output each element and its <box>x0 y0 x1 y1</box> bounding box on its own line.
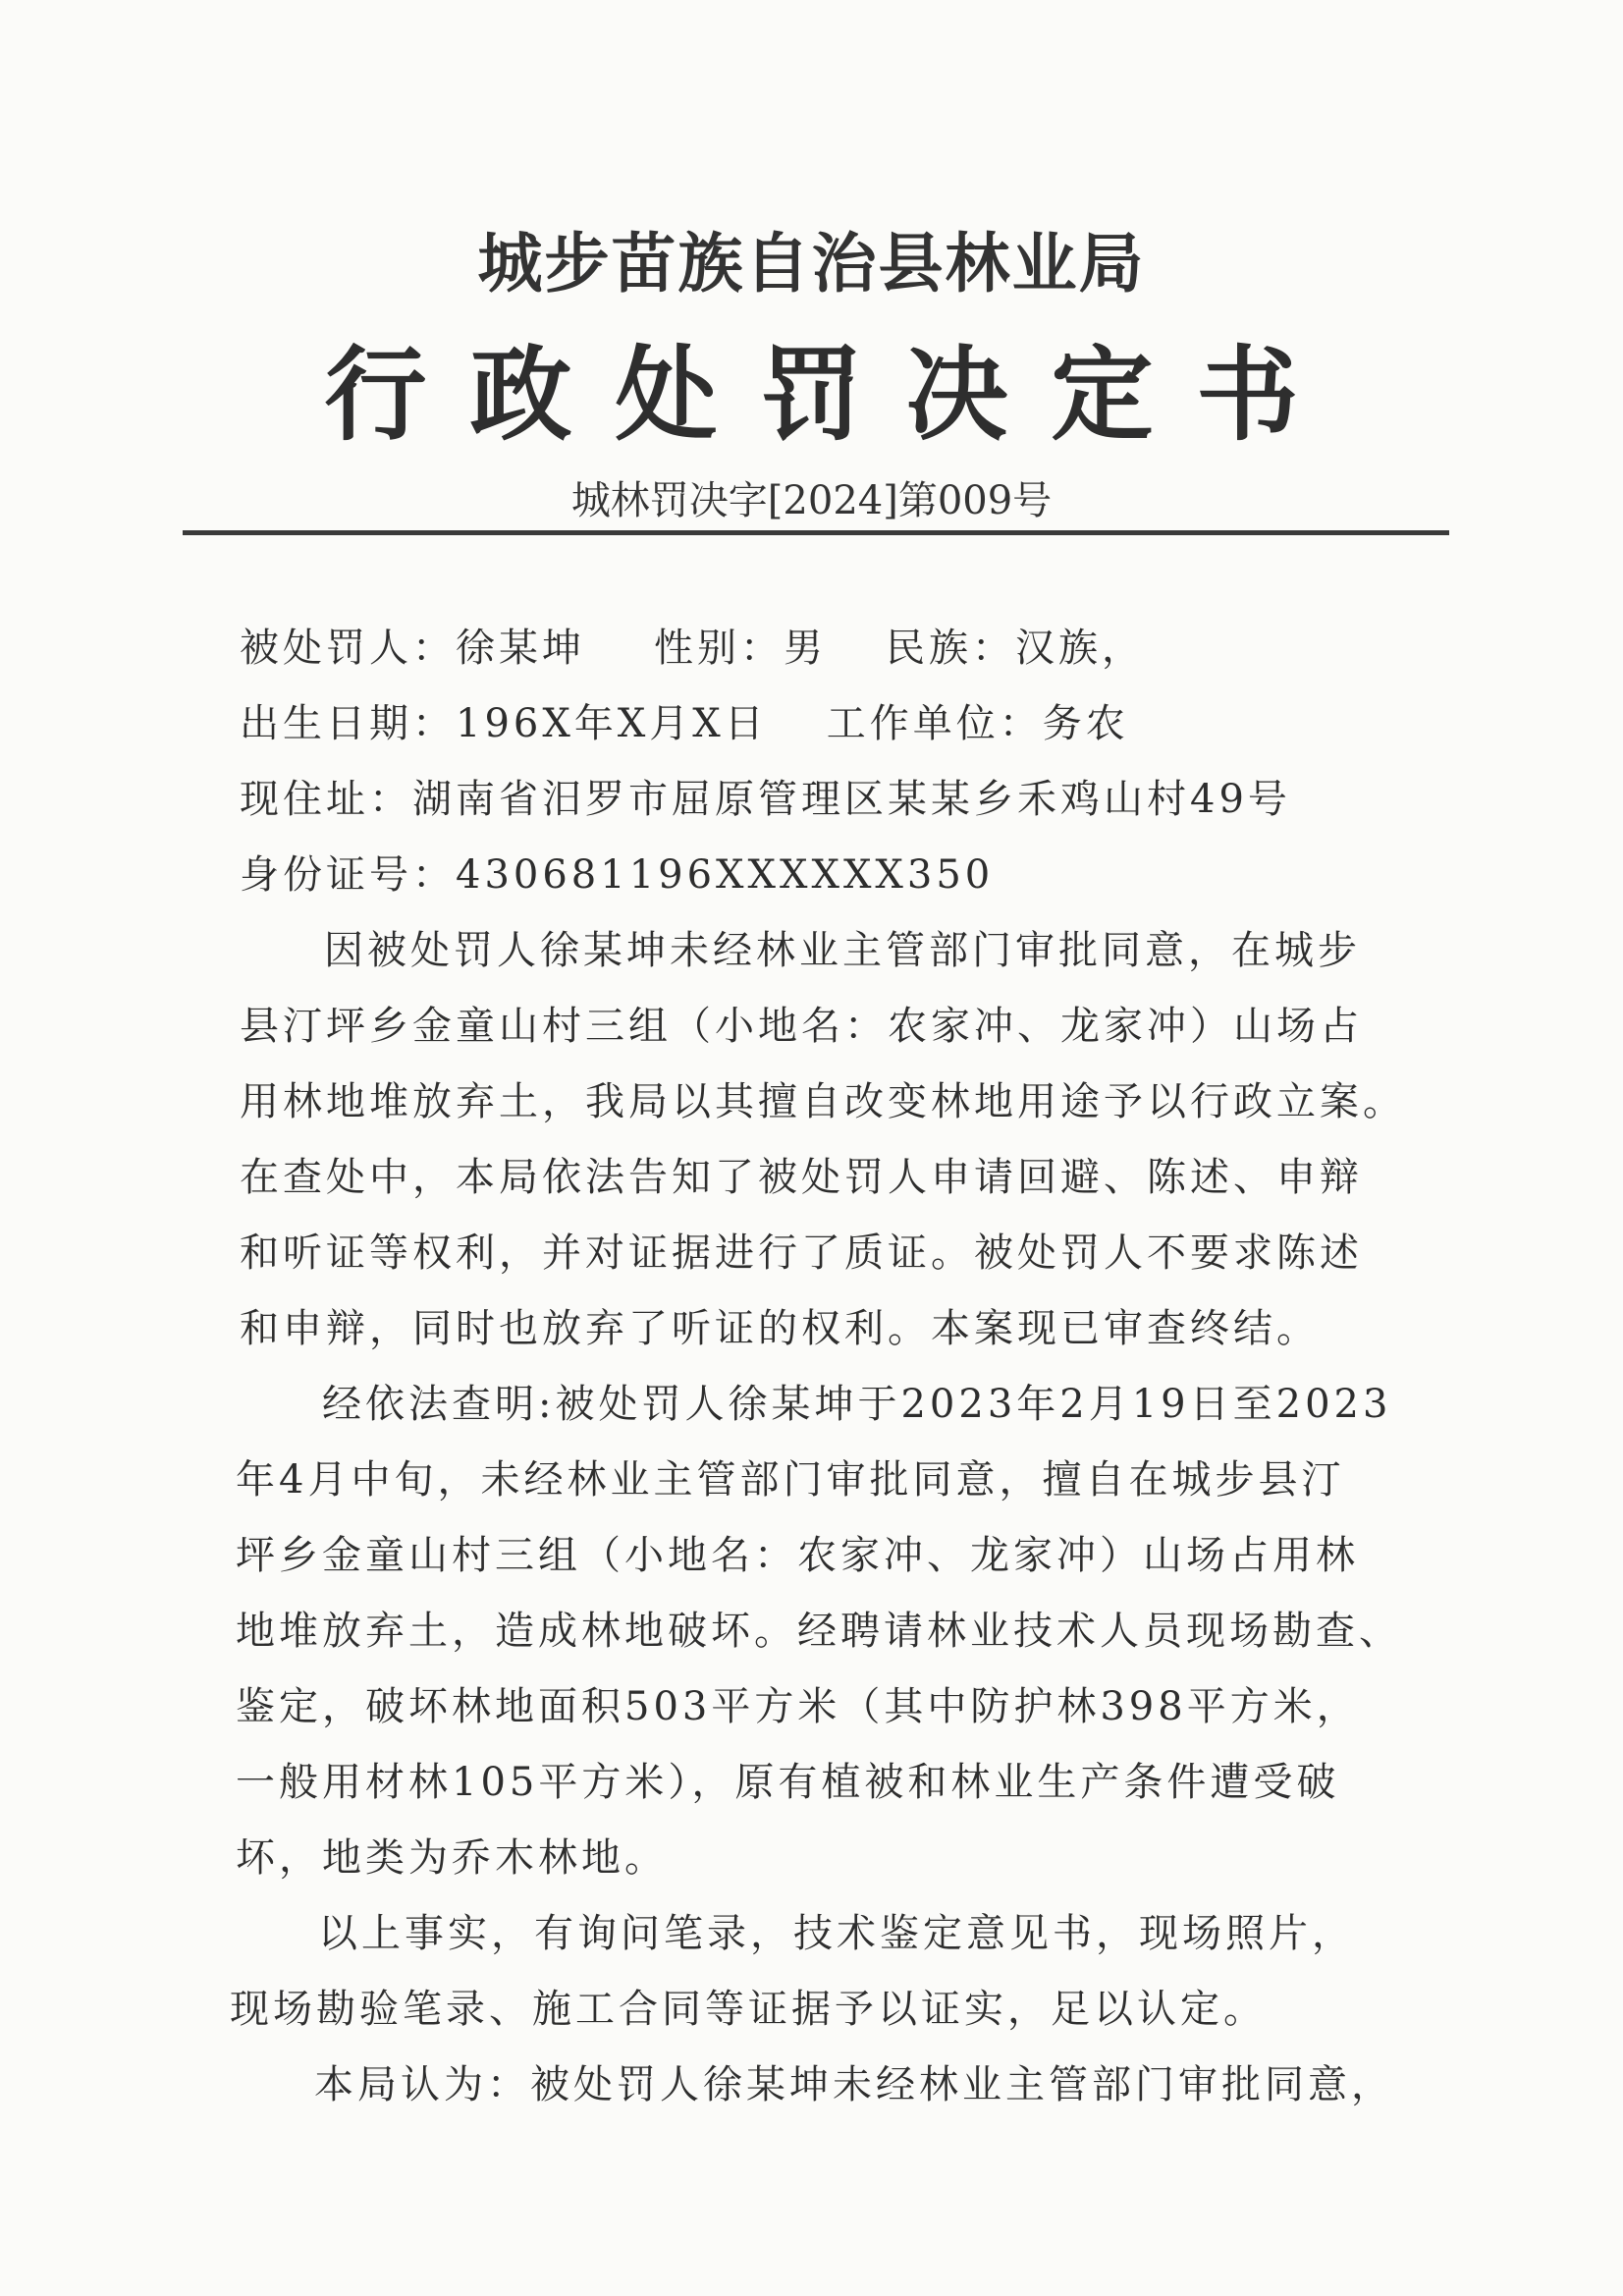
body-line: 以上事实，有询问笔录，技术鉴定意见书，现场照片， <box>318 1911 1355 1956</box>
name-label: 被处罚人： <box>240 626 456 671</box>
body-line: 在查处中，本局依法告知了被处罚人申请回避、陈述、申辩 <box>240 1155 1363 1200</box>
body-line: 现场勘验笔录、施工合同等证据予以证实，足以认定。 <box>230 1987 1267 2032</box>
body-line: 用林地堆放弃土，我局以其擅自改变林地用途予以行政立案。 <box>240 1079 1406 1124</box>
birth-label: 出生日期： <box>240 701 456 746</box>
body-line: 和申辩，同时也放弃了听证的权利。本案现已审查终结。 <box>240 1306 1320 1351</box>
header-divider <box>183 530 1449 535</box>
document-title: 行政处罚决定书 <box>324 335 1342 455</box>
party-employer: 务农 <box>1042 701 1129 746</box>
body-line: 年4月中旬，未经林业主管部门审批同意，擅自在城步县汀 <box>236 1457 1345 1503</box>
party-line-1 <box>240 626 1145 671</box>
issuing-organization: 城步苗族自治县林业局 <box>477 226 1146 301</box>
body-line: 坏，地类为乔木林地。 <box>236 1835 668 1881</box>
employer-label: 工作单位： <box>826 701 1043 746</box>
body-line: 因被处罚人徐某坤未经林业主管部门审批同意，在城步 <box>324 928 1361 973</box>
id-label: 身份证号： <box>240 852 456 898</box>
party-birth: 196X年X月X日 <box>456 701 768 746</box>
body-line: 和听证等权利，并对证据进行了质证。被处罚人不要求陈述 <box>240 1230 1363 1276</box>
body-line: 坪乡金童山村三组（小地名：农家冲、龙家冲）山场占用林 <box>236 1533 1359 1578</box>
body-line: 县汀坪乡金童山村三组（小地名：农家冲、龙家冲）山场占 <box>240 1004 1363 1049</box>
gender-label: 性别： <box>654 626 784 671</box>
ethnicity-label: 民族： <box>886 626 1015 671</box>
body-line: 地堆放弃土，造成林地破坏。经聘请林业技术人员现场勘查、 <box>236 1609 1402 1654</box>
party-line-3 <box>240 777 1291 822</box>
party-ethnicity: 汉族， <box>1015 626 1145 671</box>
address-label: 现住址： <box>240 777 412 822</box>
body-line: 一般用材林105平方米），原有植被和林业生产条件遭受破 <box>236 1760 1340 1805</box>
document-number: 城林罚决字[2024]第009号 <box>570 478 1053 523</box>
body-line: 经依法查明:被处罚人徐某坤于2023年2月19日至2023 <box>322 1382 1392 1427</box>
party-address: 湖南省汨罗市屈原管理区某某乡禾鸡山村49号 <box>412 777 1291 822</box>
party-gender: 男 <box>784 626 827 671</box>
party-id-number: 430681196XXXXXX350 <box>456 852 995 898</box>
party-line-4 <box>240 852 995 898</box>
party-line-2 <box>240 701 1129 746</box>
body-line: 鉴定，破坏林地面积503平方米（其中防护林398平方米， <box>236 1684 1360 1729</box>
body-line: 本局认为：被处罚人徐某坤未经林业主管部门审批同意， <box>314 2062 1394 2107</box>
party-name: 徐某坤 <box>456 626 585 671</box>
